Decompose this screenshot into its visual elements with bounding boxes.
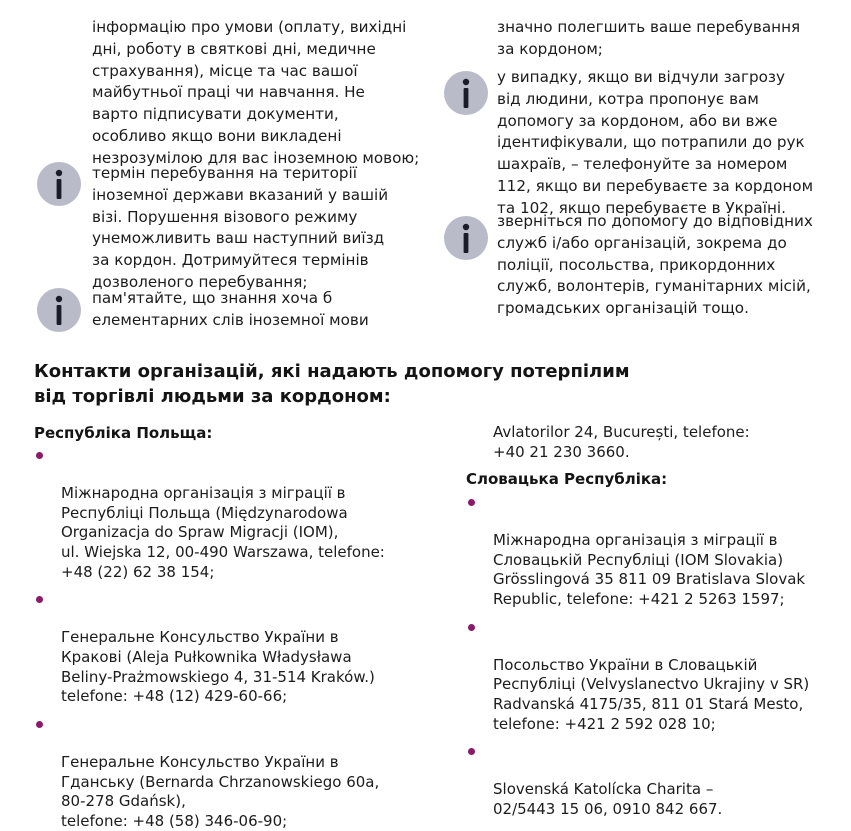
slovakia-item-text: Міжнародна організація з міграції в Словацькій Республіці (IOM Slovakia) Grösslingová 35 811 09 Bratislava Slovak Republic, telefone: +421 2 5263 1597;: [493, 531, 806, 608]
slovakia-title: Словацька Республіка:: [466, 470, 668, 488]
bullet-icon: [36, 452, 43, 459]
info-icon: [37, 162, 81, 206]
poland-item-text: Генеральне Консульство України в Гданську (Bernarda Chrzanowskiego 60a, 80-278 Gdańsk), telefone: +48 (58) 346-06-90;: [61, 752, 380, 830]
list-item: [34, 445, 434, 582]
poland-item-text: Генеральне Консульство України в Кракові (Aleja Pułkownika Władysława Beliny-Prażmowskiego 4, 31-514 Kraków.) telefone: +48 (12) 429-60-66;: [61, 628, 375, 706]
advice-left-item-1: термін перебування на території іноземної держави вказаний у вашій візі. Порушення візового режиму унеможливить ваш наступний виїзд за кордон. Дотримуйтеся термінів дозволеного перебування;: [92, 164, 389, 291]
info-icon: [37, 288, 81, 332]
slovakia-item-text: Slovenská Katolícka Charita – 02/5443 15 06, 0910 842 667.: [493, 780, 723, 818]
poland-item-text: Міжнародна організація з міграції в Республіці Польща (Międzynarodowa Organizacja do Spraw Migracji (IOM), ul. Wiejska 12, 00-490 Warszawa, telefone: +48 (22) 62 38 154;: [61, 484, 385, 581]
poland-title: Республіка Польща:: [34, 424, 213, 442]
bullet-icon: [36, 596, 43, 603]
slovakia-list: [466, 492, 851, 820]
list-item: [34, 589, 434, 707]
slovakia-item-text: Посольство України в Словацькій Республіці (Velvyslanectvo Ukrajiny v SR) Radvanská 4175/35, 811 01 Stará Mesto, telefone: +421 2 592 028 10;: [493, 655, 810, 733]
advice-right-item-1: у випадку, якщо ви відчули загрозу від людини, котра пропонує вам допомогу за кордоном, або ви вже ідентифікували, що потрапили до рук шахраїв, – телефонуйте за номером 112, якщо ви перебуваєте за кордоном та 102, якщо перебуваєте в Україні.: [497, 68, 814, 217]
romania-contact-continuation: Avlatorilor 24, București, telefone: +40 21 230 3660.: [493, 423, 750, 461]
bullet-icon: [36, 721, 43, 728]
info-icon: [444, 71, 488, 115]
advice-left-top-text: інформацію про умови (оплату, вихідні дні, роботу в святкові дні, медичне страхування), місце та час вашої майбутньої праці чи навчання. Не варто підписувати документи, особливо якщо вони викладені незрозумілою для вас іноземною мовою;: [92, 18, 420, 167]
list-item: [466, 617, 851, 735]
list-item: [34, 714, 434, 831]
info-icon: [444, 216, 488, 260]
advice-right-item-2: зверніться по допомогу до відповідних служб і/або організацій, зокрема до поліції, посольства, прикордонних служб, волонтерів, гуманітарних місій, громадських організацій тощо.: [497, 212, 813, 318]
advice-left-item-2: пам'ятайте, що знання хоча б елементарних слів іноземної мови: [92, 289, 369, 329]
list-item: [466, 741, 851, 819]
bullet-icon: [468, 499, 475, 506]
list-item: [466, 492, 851, 610]
bullet-icon: [468, 624, 475, 631]
contacts-heading: Контакти організацій, які надають допомогу потерпілим від торгівлі людьми за кордоном:: [34, 361, 630, 407]
poland-list: [34, 445, 434, 831]
advice-right-top-text: значно полегшить ваше перебування за кордоном;: [497, 18, 801, 58]
bullet-icon: [468, 748, 475, 755]
